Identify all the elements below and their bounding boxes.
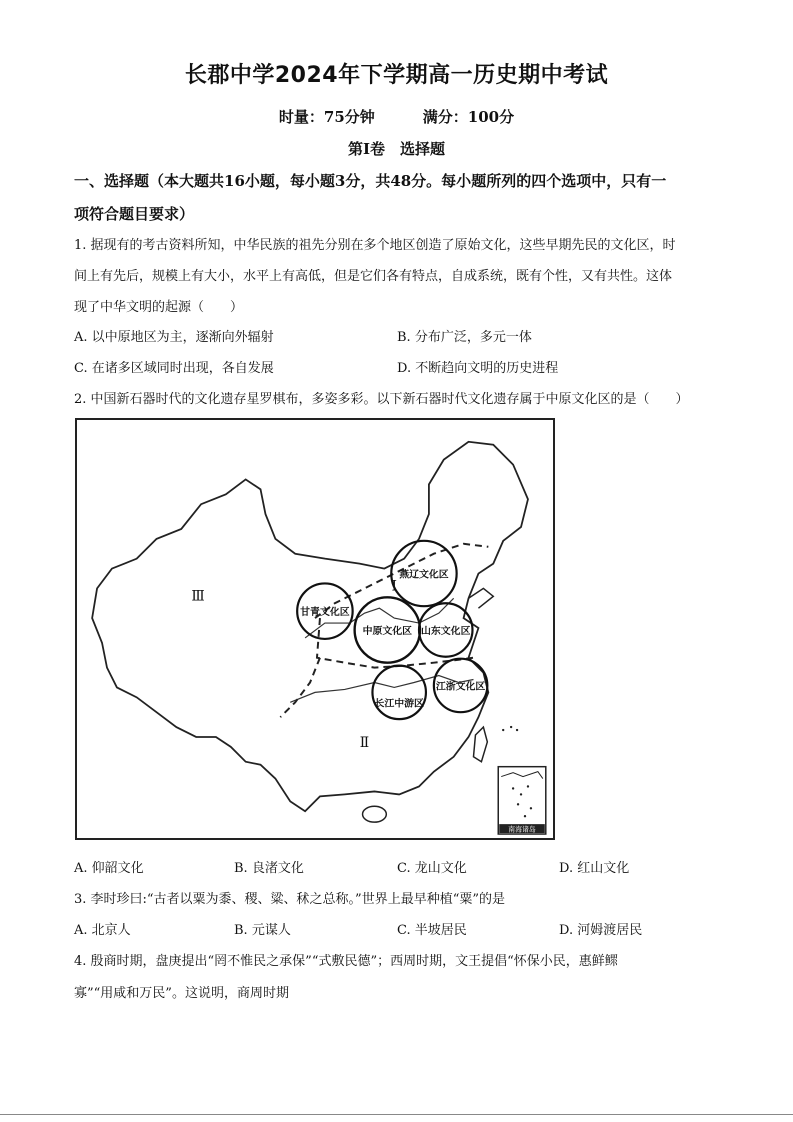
section-heading-line1: 一、选择题（本大题共16小题，每小题3分，共48分。每小题所列的四个选项中，只有一 [74, 172, 667, 190]
q1-line2: 间上有先后，规模上有大小，水平上有高低，但是它们各有特点，自成系统，既有个性，又有共性。这体 [74, 269, 673, 284]
q1-option-d[interactable]: D. 不断趋向文明的历史进程 [397, 361, 559, 376]
q2-option-a[interactable]: A. 仰韶文化 [74, 861, 144, 876]
q4-line1: 4. 殷商时期，盘庚提出“罔不惟民之承保”“式敷民德”；西周时期，文王提倡“怀保小民，惠鲜鳏 [74, 954, 618, 969]
q2-line1: 2. 中国新石器时代的文化遗存星罗棋布，多姿多彩。以下新石器时代文化遗存属于中原文化区的是（ ） [74, 392, 689, 407]
taiwan-island [473, 727, 487, 762]
q4-line2: 寡”“用咸和万民”。这说明，商周时期 [74, 986, 289, 1001]
label-jiangzhe: 江浙文化区 [435, 681, 486, 693]
q2-option-c[interactable]: C. 龙山文化 [397, 861, 467, 876]
exam-title: 长郡中学2024年下学期高一历史期中考试 [184, 63, 609, 88]
q1-option-b[interactable]: B. 分布广泛，多元一体 [397, 330, 532, 345]
section-heading-line2: 项符合题目要求） [74, 205, 195, 223]
zone-label-2: Ⅱ [359, 734, 370, 751]
q3-line1: 3. 李时珍曰:“古者以粟为黍、稷、粱、秫之总称。”世界上最早种植“粟”的是 [74, 892, 505, 907]
q3-option-b[interactable]: B. 元谋人 [234, 923, 291, 938]
zone-label-3: Ⅲ [191, 588, 205, 605]
label-ganqing: 甘青文化区 [300, 607, 350, 619]
neolithic-culture-map [75, 418, 555, 840]
q3-option-c[interactable]: C. 半坡居民 [397, 923, 467, 938]
hainan-island [363, 806, 387, 822]
q1-option-a[interactable]: A. 以中原地区为主，逐渐向外辐射 [74, 330, 274, 345]
east-dots [502, 726, 518, 731]
exam-time: 时量：75分钟 [278, 108, 375, 126]
exam-meta [0, 106, 793, 127]
label-changjiang: 长江中游区 [374, 698, 424, 710]
zone-label-1: Ⅰ [391, 578, 397, 595]
q1-line1: 1. 据现有的考古资料所知，中华民族的祖先分别在多个地区创造了原始文化，这些早期先民的文化区，时 [74, 238, 676, 253]
q3-option-d[interactable]: D. 河姆渡居民 [559, 923, 643, 938]
page-bottom-rule [0, 1114, 793, 1115]
q2-option-d[interactable]: D. 红山文化 [559, 861, 630, 876]
map-svg [77, 420, 553, 838]
label-yanliao: 燕辽文化区 [399, 569, 449, 581]
exam-score: 满分：100分 [422, 108, 515, 126]
inset-frame [498, 767, 546, 834]
part-heading: 第Ⅰ卷 选择题 [347, 140, 446, 158]
q1-line3: 现了中华文明的起源（ ） [74, 300, 244, 315]
label-zhongyuan: 中原文化区 [362, 625, 413, 637]
label-shandong: 山东文化区 [421, 625, 471, 637]
q3-option-a[interactable]: A. 北京人 [74, 923, 131, 938]
q1-option-c[interactable]: C. 在诸多区域同时出现，各自发展 [74, 361, 274, 376]
circle-changjiang [372, 666, 425, 719]
q2-option-b[interactable]: B. 良渚文化 [234, 861, 304, 876]
inset-caption: 南海诸岛 [508, 825, 536, 834]
zone-boundary-south [280, 658, 320, 717]
